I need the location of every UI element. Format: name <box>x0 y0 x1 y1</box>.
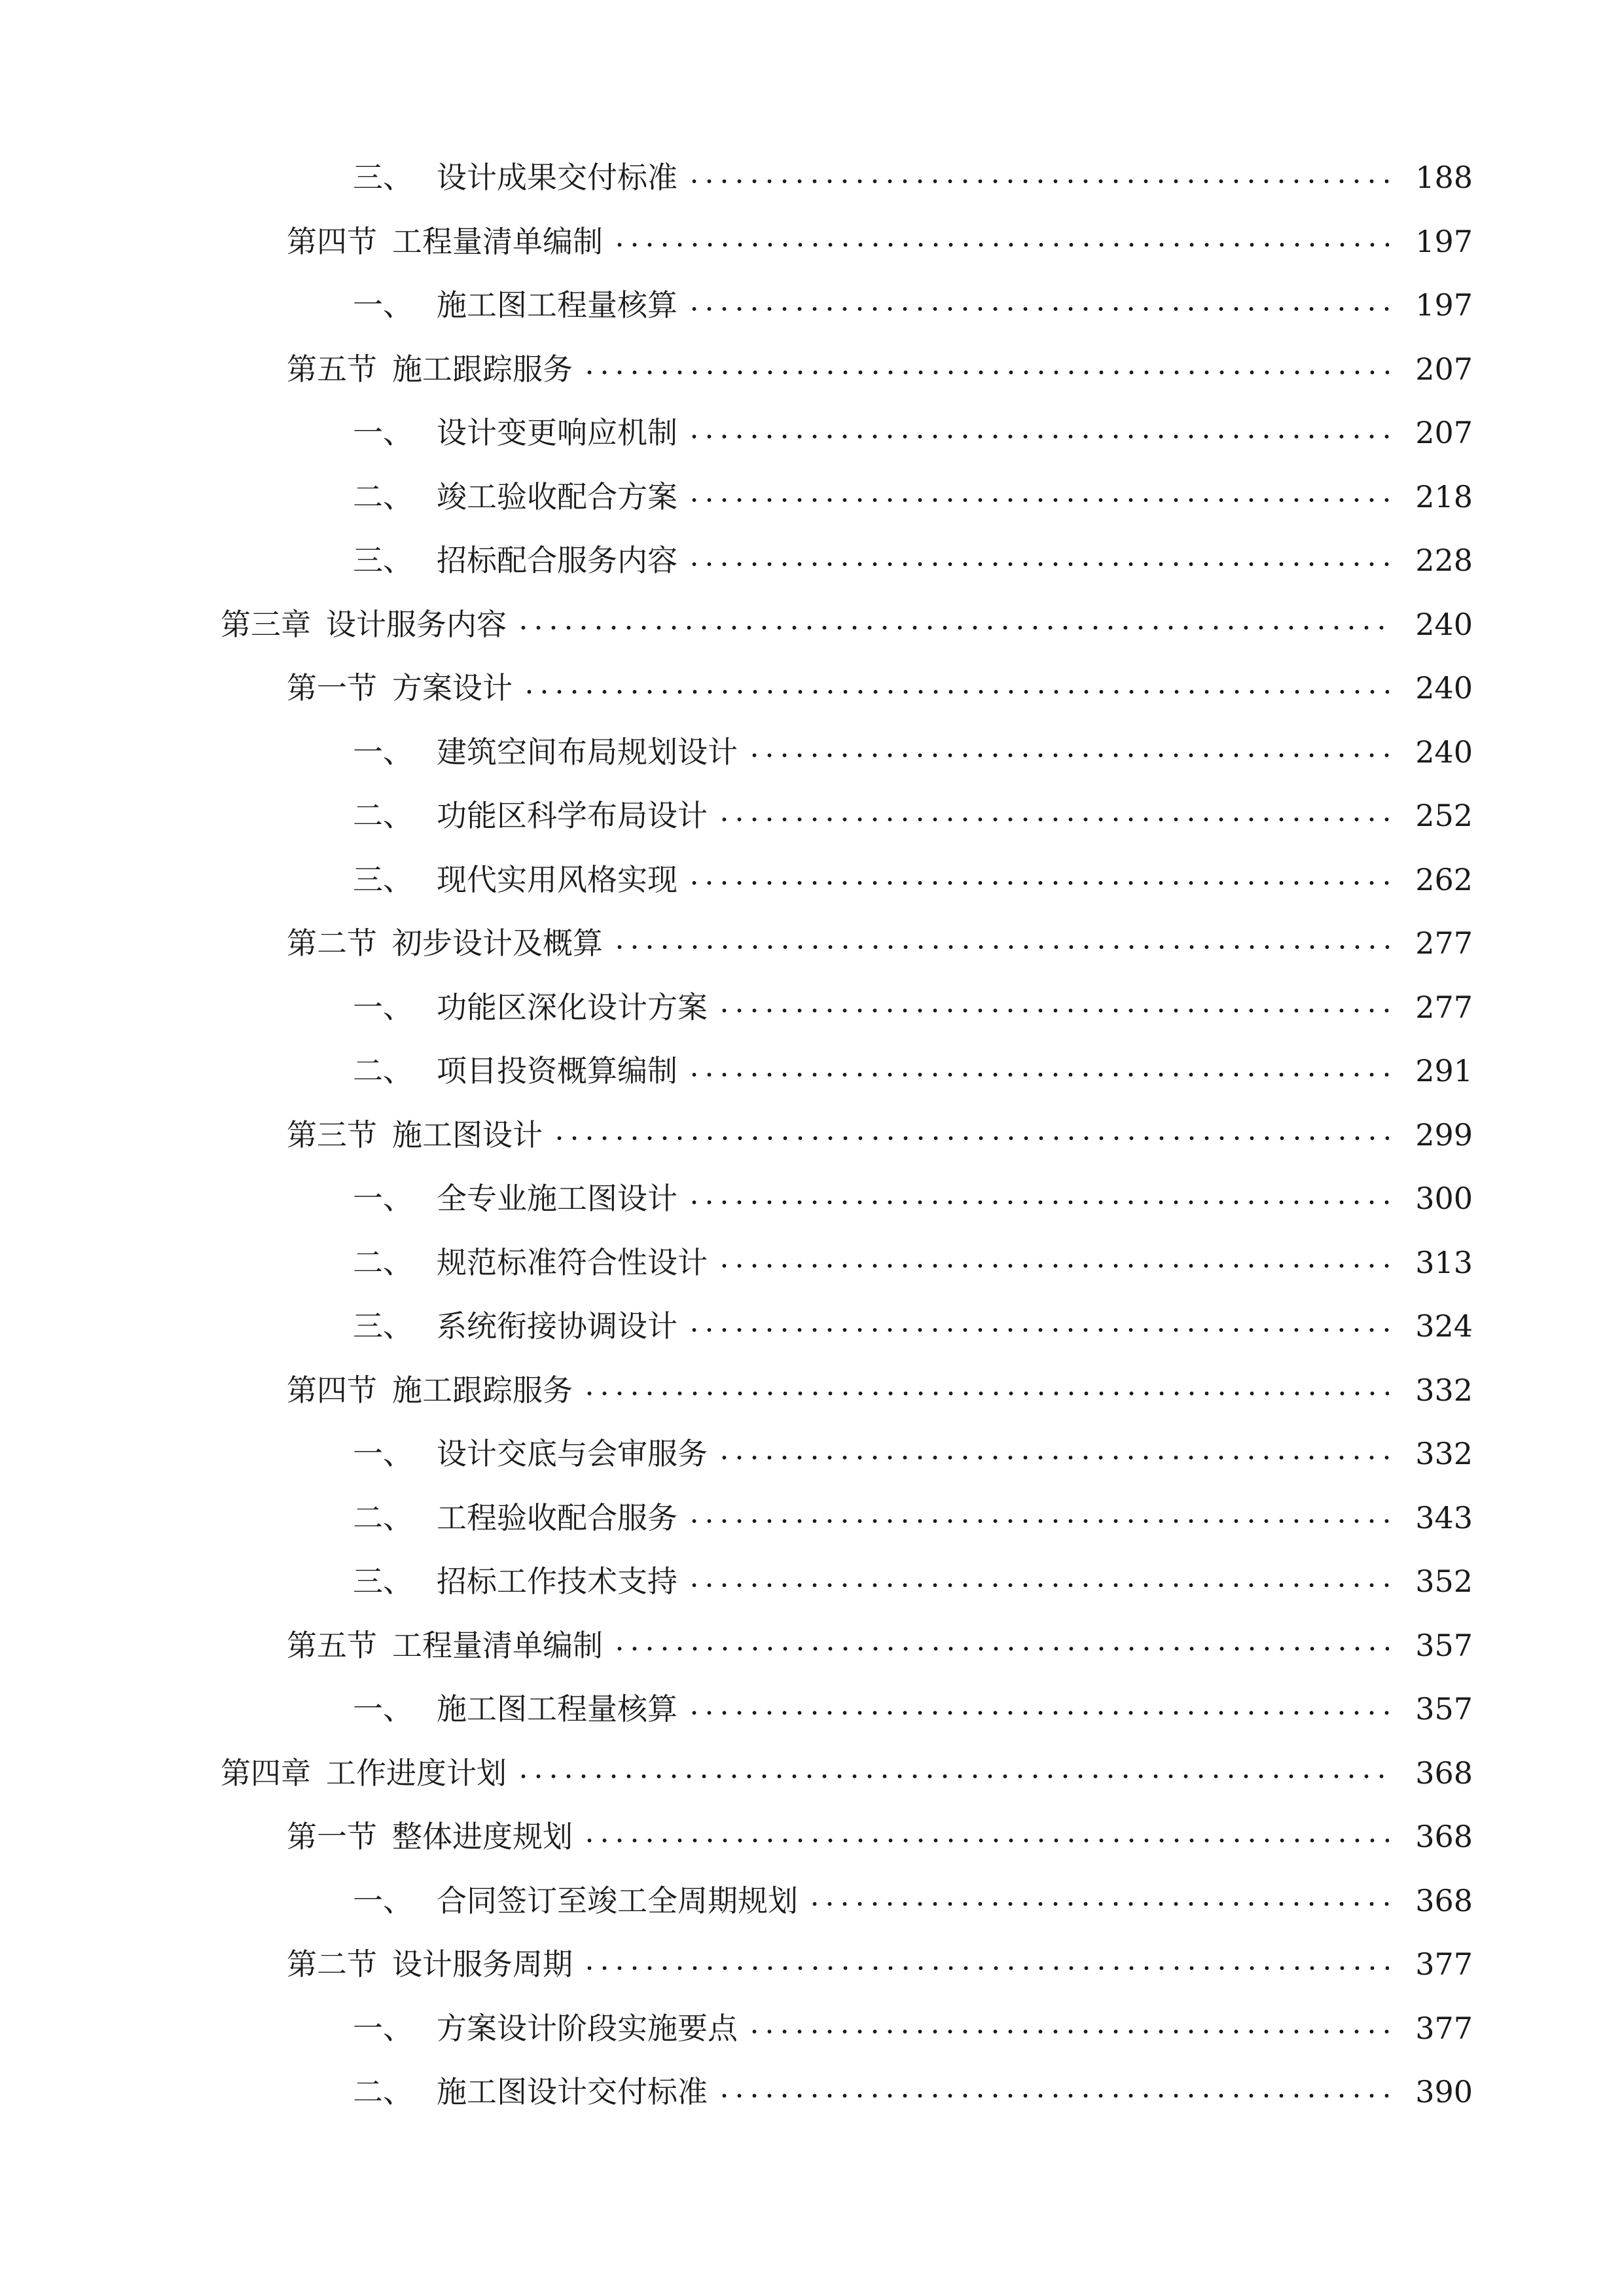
toc-entry-item[interactable] <box>0 1486 1624 1551</box>
toc-number-gap <box>377 1933 392 1997</box>
toc-entry-label <box>287 656 513 721</box>
toc-entry-title: 设计服务周期 <box>392 1946 573 1982</box>
toc-entry-section[interactable] <box>0 1805 1624 1869</box>
toc-page-number: 368 <box>1415 1882 1473 1918</box>
toc-page-number: 357 <box>1415 1627 1473 1663</box>
toc-entry-label <box>287 1614 603 1678</box>
toc-number-gap <box>377 210 392 274</box>
toc-entry-title: 现代实用风格实现 <box>437 861 677 897</box>
toc-page-number: 377 <box>1415 1946 1473 1982</box>
toc-entry-number: 三、 <box>353 1564 413 1599</box>
toc-entry-label <box>353 2060 708 2125</box>
dot-leader <box>717 1007 1389 1014</box>
toc-page-number: 240 <box>1415 606 1473 642</box>
toc-entry-number: 第三章 <box>221 606 311 642</box>
toc-entry-item[interactable] <box>0 1167 1624 1231</box>
dot-leader <box>687 1710 1389 1716</box>
toc-entry-number: 第一节 <box>287 1819 377 1854</box>
toc-entry-number: 一、 <box>353 1181 413 1216</box>
dot-leader <box>582 369 1389 376</box>
dot-leader <box>717 1263 1389 1269</box>
toc-entry-label <box>353 1295 677 1359</box>
toc-page-number: 332 <box>1415 1372 1473 1408</box>
toc-entry-item[interactable] <box>0 146 1624 210</box>
toc-entry-title: 全专业施工图设计 <box>437 1181 677 1216</box>
toc-entry-title: 施工图设计 <box>392 1117 543 1153</box>
toc-entry-number: 二、 <box>353 1244 413 1280</box>
toc-number-gap <box>377 1359 392 1423</box>
toc-entry-number: 二、 <box>353 1499 413 1535</box>
toc-entry-label <box>353 1677 677 1742</box>
toc-page-number: 368 <box>1415 1819 1473 1854</box>
table-of-contents <box>0 146 1624 2125</box>
toc-entry-number: 三、 <box>353 861 413 897</box>
toc-entry-label <box>353 274 677 338</box>
toc-entry-label <box>287 1933 573 1997</box>
dot-leader <box>747 2028 1389 2035</box>
toc-entry-number: 第四节 <box>287 1372 377 1408</box>
toc-entry-title: 设计交底与会审服务 <box>437 1436 708 1471</box>
toc-entry-number: 二、 <box>353 1053 413 1088</box>
toc-entry-title: 设计服务内容 <box>326 606 507 642</box>
toc-entry-number: 一、 <box>353 1882 413 1918</box>
toc-entry-number: 一、 <box>353 415 413 450</box>
toc-entry-title: 招标工作技术支持 <box>437 1564 677 1599</box>
toc-entry-section[interactable] <box>0 1103 1624 1168</box>
toc-entry-label <box>353 784 708 848</box>
toc-entry-title: 设计成果交付标准 <box>437 160 677 195</box>
toc-entry-label <box>353 1486 677 1551</box>
dot-leader <box>687 433 1389 440</box>
toc-entry-title: 方案设计 <box>392 670 513 706</box>
toc-page-number: 188 <box>1415 160 1473 195</box>
toc-entry-label <box>353 529 677 593</box>
toc-entry-item[interactable] <box>0 784 1624 848</box>
toc-entry-number: 第一节 <box>287 670 377 706</box>
toc-entry-label <box>287 912 603 976</box>
toc-number-gap <box>311 1742 326 1806</box>
dot-leader <box>582 1837 1389 1844</box>
toc-entry-number: 第二节 <box>287 1946 377 1982</box>
dot-leader <box>717 816 1389 823</box>
toc-entry-label <box>353 1167 677 1231</box>
toc-number-gap <box>377 912 392 976</box>
toc-number-gap <box>377 1614 392 1678</box>
dot-leader <box>687 1518 1389 1524</box>
toc-entry-label <box>353 848 677 912</box>
dot-leader <box>687 1582 1389 1588</box>
toc-page-number: 277 <box>1415 925 1473 961</box>
toc-entry-label <box>287 210 603 274</box>
toc-entry-label <box>353 401 677 465</box>
toc-entry-label <box>353 1997 738 2061</box>
toc-entry-item[interactable] <box>0 1550 1624 1614</box>
toc-entry-chapter[interactable] <box>0 1742 1624 1806</box>
toc-entry-title: 工程量清单编制 <box>392 223 603 259</box>
toc-number-gap <box>311 593 326 657</box>
toc-entry-label <box>353 976 708 1040</box>
toc-entry-label <box>353 465 677 529</box>
toc-page-number: 357 <box>1415 1691 1473 1727</box>
toc-page-number: 300 <box>1415 1181 1473 1216</box>
dot-leader <box>717 2092 1389 2099</box>
toc-entry-label <box>353 1231 708 1295</box>
dot-leader <box>612 242 1389 248</box>
toc-entry-title: 工程验收配合服务 <box>437 1499 677 1535</box>
toc-entry-item[interactable] <box>0 274 1624 338</box>
dot-leader <box>687 880 1389 886</box>
toc-entry-section[interactable] <box>0 1933 1624 1997</box>
toc-entry-title: 方案设计阶段实施要点 <box>437 2010 738 2046</box>
toc-page-number: 207 <box>1415 415 1473 450</box>
toc-page-number: 324 <box>1415 1308 1473 1344</box>
toc-entry-number: 二、 <box>353 2074 413 2109</box>
toc-entry-title: 施工跟踪服务 <box>392 351 573 387</box>
toc-entry-title: 招标配合服务内容 <box>437 543 677 578</box>
toc-entry-number: 三、 <box>353 160 413 195</box>
toc-entry-label <box>353 1422 708 1486</box>
toc-page-number: 240 <box>1415 670 1473 706</box>
toc-entry-number: 二、 <box>353 798 413 833</box>
toc-entry-number: 第四节 <box>287 223 377 259</box>
toc-entry-item[interactable] <box>0 848 1624 912</box>
toc-page-number: 313 <box>1415 1244 1473 1280</box>
toc-number-gap <box>377 1103 392 1168</box>
toc-entry-title: 整体进度规划 <box>392 1819 573 1854</box>
toc-entry-label <box>353 1550 677 1614</box>
toc-entry-number: 一、 <box>353 989 413 1025</box>
toc-entry-label <box>287 1805 573 1869</box>
toc-entry-section[interactable] <box>0 210 1624 274</box>
toc-page-number: 197 <box>1415 287 1473 323</box>
toc-page-number: 218 <box>1415 478 1473 514</box>
toc-entry-label <box>353 1869 798 1933</box>
toc-entry-item[interactable] <box>0 976 1624 1040</box>
toc-entry-title: 系统衔接协调设计 <box>437 1308 677 1344</box>
toc-entry-title: 施工图工程量核算 <box>437 287 677 323</box>
toc-entry-section[interactable] <box>0 1614 1624 1678</box>
toc-entry-label <box>221 593 507 657</box>
dot-leader <box>612 944 1389 950</box>
toc-entry-number: 一、 <box>353 734 413 770</box>
toc-entry-number: 三、 <box>353 543 413 578</box>
dot-leader <box>582 1390 1389 1397</box>
toc-entry-label <box>287 1103 543 1168</box>
toc-entry-title: 规范标准符合性设计 <box>437 1244 708 1280</box>
toc-entry-number: 第五节 <box>287 351 377 387</box>
toc-entry-title: 工程量清单编制 <box>392 1627 603 1663</box>
dot-leader <box>687 178 1389 185</box>
toc-entry-title: 工作进度计划 <box>326 1755 507 1791</box>
toc-page-number: 291 <box>1415 1053 1473 1088</box>
toc-entry-number: 一、 <box>353 1436 413 1471</box>
toc-entry-item[interactable] <box>0 1039 1624 1103</box>
toc-page-number: 262 <box>1415 861 1473 897</box>
toc-page-number: 240 <box>1415 734 1473 770</box>
toc-entry-section[interactable] <box>0 912 1624 976</box>
toc-number-gap <box>377 1805 392 1869</box>
dot-leader <box>552 1135 1389 1141</box>
toc-page-number: 377 <box>1415 2010 1473 2046</box>
toc-number-gap <box>377 656 392 721</box>
toc-entry-number: 一、 <box>353 2010 413 2046</box>
toc-entry-number: 第三节 <box>287 1117 377 1153</box>
dot-leader <box>717 1454 1389 1461</box>
toc-page-number: 332 <box>1415 1436 1473 1471</box>
dot-leader <box>687 1071 1389 1078</box>
toc-entry-label <box>353 146 677 210</box>
dot-leader <box>687 306 1389 312</box>
dot-leader <box>687 497 1389 503</box>
toc-entry-chapter[interactable] <box>0 593 1624 657</box>
toc-entry-title: 建筑空间布局规划设计 <box>437 734 738 770</box>
toc-entry-title: 项目投资概算编制 <box>437 1053 677 1088</box>
toc-entry-title: 功能区科学布局设计 <box>437 798 708 833</box>
toc-entry-title: 施工图工程量核算 <box>437 1691 677 1727</box>
toc-page-number: 277 <box>1415 989 1473 1025</box>
toc-entry-title: 合同签订至竣工全周期规划 <box>437 1882 798 1918</box>
toc-number-gap <box>377 338 392 402</box>
toc-page-number: 352 <box>1415 1564 1473 1599</box>
toc-page-number: 390 <box>1415 2074 1473 2109</box>
toc-entry-number: 第二节 <box>287 925 377 961</box>
toc-entry-title: 初步设计及概算 <box>392 925 603 961</box>
toc-entry-label <box>287 1359 573 1423</box>
dot-leader <box>687 1327 1389 1333</box>
toc-entry-item[interactable] <box>0 1677 1624 1742</box>
toc-page-number: 252 <box>1415 798 1473 833</box>
toc-entry-item[interactable] <box>0 1231 1624 1295</box>
toc-entry-section[interactable] <box>0 1359 1624 1423</box>
toc-entry-number: 第五节 <box>287 1627 377 1663</box>
toc-entry-item[interactable] <box>0 1997 1624 2061</box>
dot-leader <box>582 1965 1389 1971</box>
dot-leader <box>807 1901 1389 1907</box>
toc-page-number: 228 <box>1415 543 1473 578</box>
toc-entry-title: 施工图设计交付标准 <box>437 2074 708 2109</box>
toc-entry-section[interactable] <box>0 338 1624 402</box>
dot-leader <box>516 1773 1389 1780</box>
toc-entry-item[interactable] <box>0 401 1624 465</box>
toc-entry-title: 施工跟踪服务 <box>392 1372 573 1408</box>
dot-leader <box>612 1645 1389 1652</box>
dot-leader <box>747 752 1389 759</box>
toc-page-number: 343 <box>1415 1499 1473 1535</box>
dot-leader <box>687 1199 1389 1206</box>
toc-entry-item[interactable] <box>0 529 1624 593</box>
toc-entry-item[interactable] <box>0 1422 1624 1486</box>
toc-page-number: 299 <box>1415 1117 1473 1153</box>
toc-entry-title: 功能区深化设计方案 <box>437 989 708 1025</box>
toc-page-number: 207 <box>1415 351 1473 387</box>
toc-entry-title: 设计变更响应机制 <box>437 415 677 450</box>
toc-entry-item[interactable] <box>0 2060 1624 2125</box>
dot-leader <box>687 561 1389 567</box>
toc-entry-number: 一、 <box>353 1691 413 1727</box>
toc-entry-item[interactable] <box>0 1869 1624 1933</box>
toc-entry-title: 竣工验收配合方案 <box>437 478 677 514</box>
toc-entry-number: 一、 <box>353 287 413 323</box>
toc-entry-number: 三、 <box>353 1308 413 1344</box>
dot-leader <box>522 689 1389 695</box>
toc-entry-section[interactable] <box>0 656 1624 721</box>
toc-entry-number: 第四章 <box>221 1755 311 1791</box>
toc-page-number: 197 <box>1415 223 1473 259</box>
toc-entry-label <box>353 1039 677 1103</box>
toc-entry-item[interactable] <box>0 1295 1624 1359</box>
toc-entry-number: 二、 <box>353 478 413 514</box>
toc-entry-label <box>221 1742 507 1806</box>
toc-entry-item[interactable] <box>0 721 1624 785</box>
dot-leader <box>516 624 1389 631</box>
toc-page-number: 368 <box>1415 1755 1473 1791</box>
toc-entry-item[interactable] <box>0 465 1624 529</box>
toc-entry-label <box>287 338 573 402</box>
toc-entry-label <box>353 721 738 785</box>
